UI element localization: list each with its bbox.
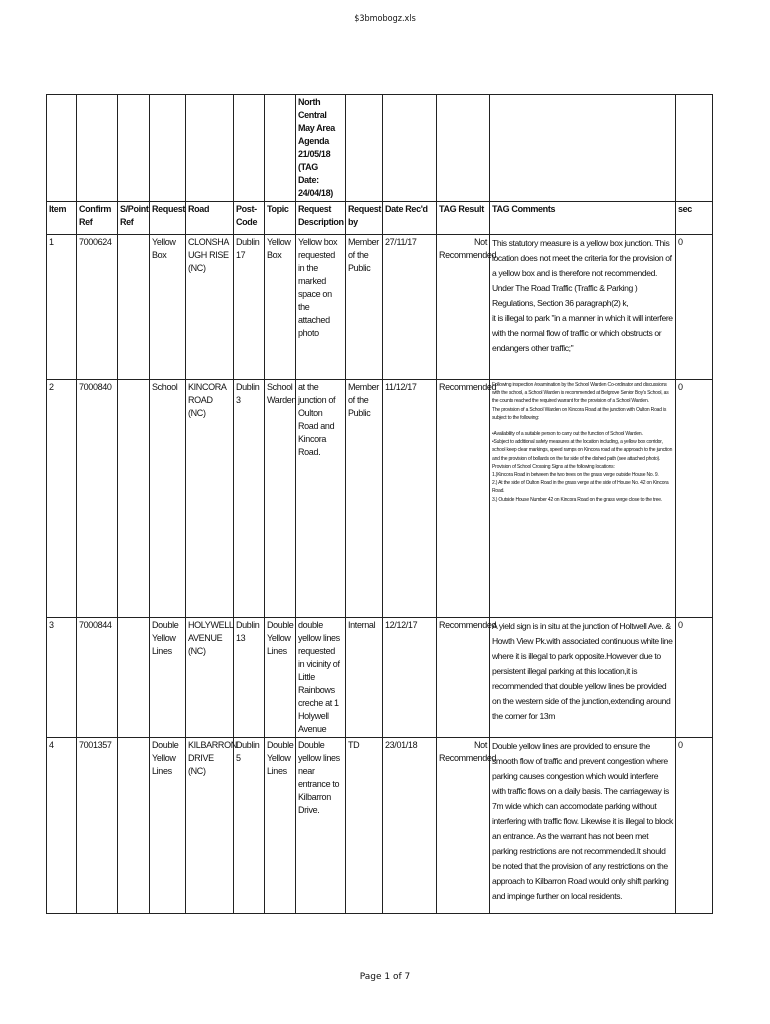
table-row — [47, 380, 713, 618]
cell-post-code: Dublin 5 — [234, 738, 265, 914]
table-row — [47, 738, 713, 914]
cell-road: KILBARRON DRIVE (NC) — [186, 738, 234, 914]
header-tag-result: TAG Result — [437, 202, 490, 235]
cell-spoint-ref — [118, 618, 150, 738]
cell-topic: School Warden — [265, 380, 296, 618]
file-name: $3bmobogz.xls — [354, 14, 416, 24]
agenda-table — [46, 94, 713, 914]
cell-confirm-ref: 7000840 — [77, 380, 118, 618]
cell-road: KINCORA ROAD (NC) — [186, 380, 234, 618]
cell-spoint-ref — [118, 738, 150, 914]
cell-request: Double Yellow Lines — [150, 738, 186, 914]
header-topic: Topic — [265, 202, 296, 235]
header-confirm-ref: Confirm Ref — [77, 202, 118, 235]
cell-date-recd: 11/12/17 — [383, 380, 437, 618]
table-row — [47, 235, 713, 380]
cell-request: Yellow Box — [150, 235, 186, 380]
cell-date-recd: 12/12/17 — [383, 618, 437, 738]
cell-date-recd: 27/11/17 — [383, 235, 437, 380]
cell-tag-comments: A yield sign is in situ at the junction of Holtwell Ave. & Howth View Pk.with associated continuous white line where it is illegal to park opposite.However due to persistent illegal parking at this location,it is recommended that double yellow lines be provided on the western side of the junction,extending around the corner for 13m — [490, 618, 676, 738]
cell-request-by: Internal — [346, 618, 383, 738]
cell-tag-result: Recommended — [437, 380, 490, 618]
cell-topic: Double Yellow Lines — [265, 618, 296, 738]
header-request-description: Request Description — [296, 202, 346, 235]
cell-item: 3 — [47, 618, 77, 738]
cell-tag-result: Not Recommended — [437, 738, 490, 914]
header-row — [47, 202, 713, 235]
header-post-code: Post-Code — [234, 202, 265, 235]
agenda-title-row — [47, 95, 713, 202]
cell-confirm-ref: 7001357 — [77, 738, 118, 914]
header-tag-comments: TAG Comments — [490, 202, 676, 235]
cell-post-code: Dublin 13 — [234, 618, 265, 738]
cell-item: 1 — [47, 235, 77, 380]
page-number: Page 1 of 7 — [359, 972, 411, 982]
cell-request-description: Double yellow lines near entrance to Kilbarron Drive. — [296, 738, 346, 914]
cell-sec: 0 — [676, 738, 713, 914]
cell-request-by: Member of the Public — [346, 380, 383, 618]
header-request-by: Request by — [346, 202, 383, 235]
cell-road: CLONSHAUGH RISE (NC) — [186, 235, 234, 380]
cell-tag-comments: This statutory measure is a yellow box junction. This location does not meet the criteria for the provision of a yellow box and is therefore not recommended. Under The Road Traffic (Traffic & Parking ) Regulations, Section 36 paragraph(2) k, it is illegal to park "in a manner in which it will interfere with the normal flow of traffic or which obstructs or endangers other traffic;" — [490, 235, 676, 380]
header-spoint-ref: S/Point Ref — [118, 202, 150, 235]
header-sec: sec — [676, 202, 713, 235]
cell-tag-comments: Double yellow lines are provided to ensure the smooth flow of traffic and prevent congestion where parking causes congestion which would interfere with traffic flows on a daily basis. The carriageway is 7m wide which can accomodate parking without interfering with traffic flow. Likewise it is illegal to block an entrance. As the warrant has not been met parking restrictions are not recommended.It should be noted that the provision of any restrictions on the approach to Kilbarron Road would only shift parking and impinge further on local residents. — [490, 738, 676, 914]
cell-item: 4 — [47, 738, 77, 914]
cell-spoint-ref — [118, 380, 150, 618]
agenda-title: North Central May Area Agenda 21/05/18 (TAG Date: 24/04/18) — [296, 95, 346, 202]
cell-request: School — [150, 380, 186, 618]
cell-request: Double Yellow Lines — [150, 618, 186, 738]
cell-request-description: at the junction of Oulton Road and Kincora Road. — [296, 380, 346, 618]
cell-date-recd: 23/01/18 — [383, 738, 437, 914]
cell-request-description: double yellow lines requested in vicinity of Little Rainbows creche at 1 Holywell Avenue — [296, 618, 346, 738]
cell-item: 2 — [47, 380, 77, 618]
cell-tag-result: Recommended — [437, 618, 490, 738]
header-date-recd: Date Rec'd — [383, 202, 437, 235]
cell-topic: Double Yellow Lines — [265, 738, 296, 914]
cell-road: HOLYWELL AVENUE (NC) — [186, 618, 234, 738]
table-row — [47, 618, 713, 738]
header-request: Request — [150, 202, 186, 235]
cell-sec: 0 — [676, 380, 713, 618]
cell-spoint-ref — [118, 235, 150, 380]
cell-confirm-ref: 7000844 — [77, 618, 118, 738]
cell-topic: Yellow Box — [265, 235, 296, 380]
cell-sec: 0 — [676, 618, 713, 738]
header-road: Road — [186, 202, 234, 235]
cell-request-by: TD — [346, 738, 383, 914]
cell-confirm-ref: 7000624 — [77, 235, 118, 380]
cell-tag-result: Not Recommended — [437, 235, 490, 380]
cell-request-description: Yellow box requested in the marked space on the attached photo — [296, 235, 346, 380]
cell-post-code: Dublin 3 — [234, 380, 265, 618]
cell-sec: 0 — [676, 235, 713, 380]
cell-post-code: Dublin 17 — [234, 235, 265, 380]
cell-request-by: Member of the Public — [346, 235, 383, 380]
cell-tag-comments: Following inspection /examination by the School Warden Co-ordinator and discussions with the school, a School Warden is recommended at Belgrove Senior Boy's School, as the counts reached the required warrant for the provision of a School Warden. The provision of a School Warden on Kincora Road at the junction with Oulton Road is subject to the following: •Availability of a suitable person to carry out the function of School Warden. •Subject to additional safety measures at the location including, a yellow box corridor, school keep clear markings, speed ramps on Kincora road at the approach to the junction and the provision of bollards on the far side of the dished path (see attached photo). Provision of School Crossing Signs at the following locations: 1.)Kincora Road in between the two trees on the grass verge outside House No. 9. 2.) At the side of Oulton Road in the grass verge at the side of House No. 42 on Kincora Road. 3.) Outside House Number 42 on Kincora Road on the grass verge close to the tree. — [490, 380, 676, 618]
header-item: Item — [47, 202, 77, 235]
